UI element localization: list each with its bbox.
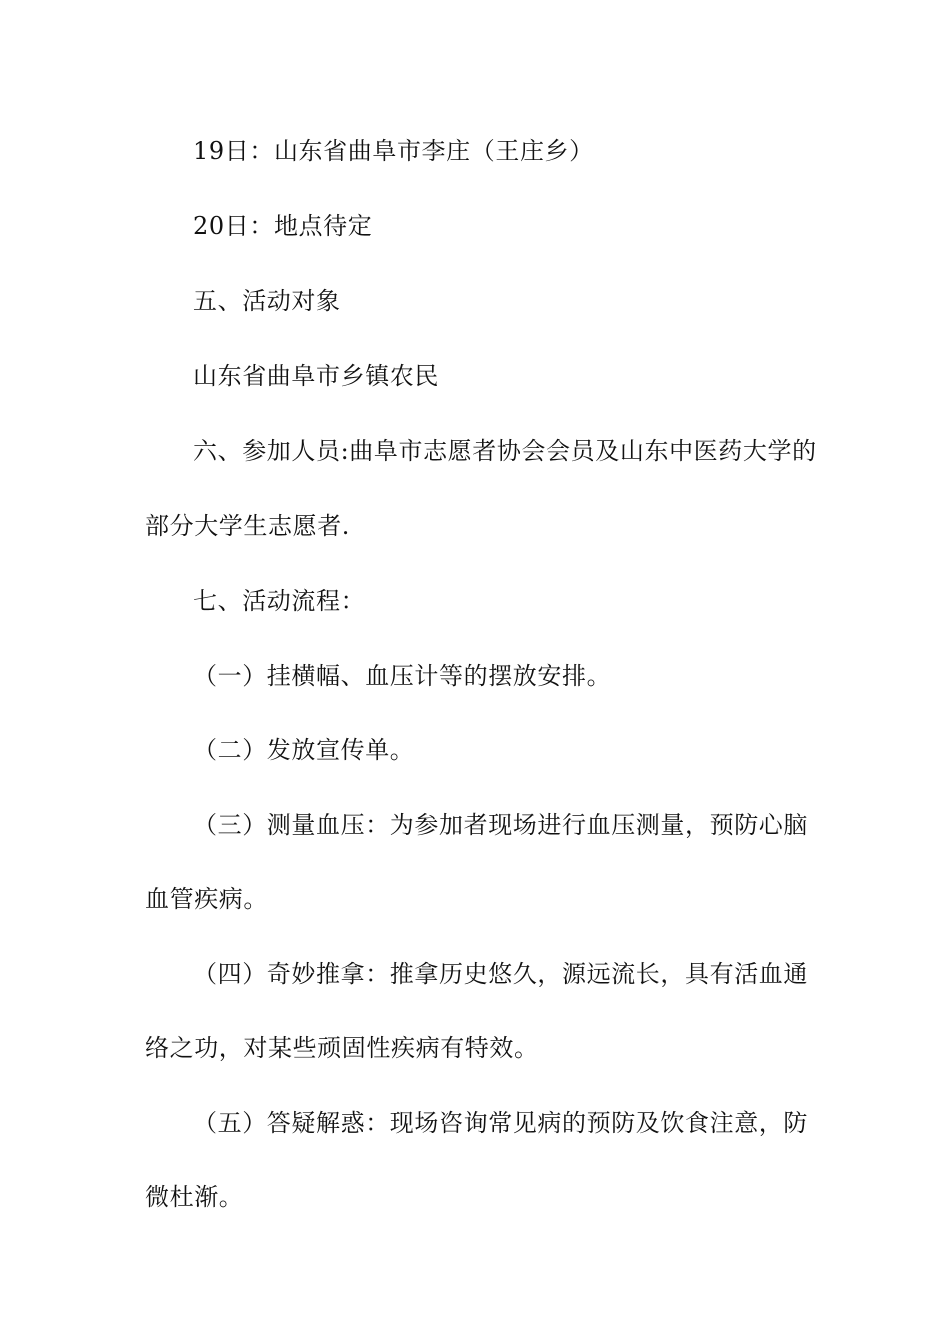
process-step-2: （二）发放宣传单。 <box>193 736 415 764</box>
process-step-4-continuation: 络之功，对某些顽固性疾病有特效。 <box>145 1034 539 1062</box>
process-step-4: （四）奇妙推拿：推拿历史悠久，源远流长，具有活血通 <box>193 960 808 988</box>
participants-continuation: 部分大学生志愿者. <box>145 512 351 540</box>
process-step-1: （一）挂横幅、血压计等的摆放安排。 <box>193 662 612 690</box>
process-step-3: （三）测量血压：为参加者现场进行血压测量，预防心脑 <box>193 811 808 839</box>
process-step-5: （五）答疑解惑：现场咨询常见病的预防及饮食注意，防 <box>193 1109 808 1137</box>
schedule-day-20: 20日：地点待定 <box>193 212 373 240</box>
process-step-5-continuation: 微杜渐。 <box>145 1183 244 1211</box>
target-audience-text: 山东省曲阜市乡镇农民 <box>193 362 439 390</box>
schedule-day-19: 19日：山东省曲阜市李庄（王庄乡） <box>193 137 594 165</box>
process-step-3-continuation: 血管疾病。 <box>145 885 268 913</box>
section-heading-process: 七、活动流程： <box>193 587 366 615</box>
section-heading-target: 五、活动对象 <box>193 287 341 315</box>
section-heading-participants: 六、参加人员:曲阜市志愿者协会会员及山东中医药大学的 <box>193 437 817 465</box>
